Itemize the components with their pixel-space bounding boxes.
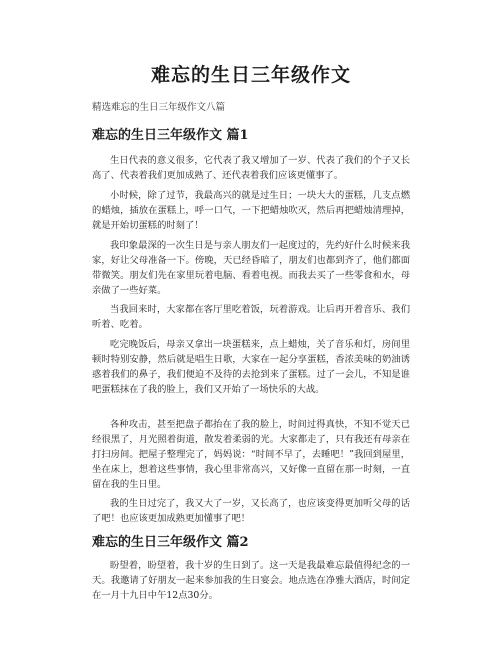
section-heading: 难忘的生日三年级作文 篇2 — [92, 535, 249, 550]
document-title: 难忘的生日三年级作文 — [150, 64, 351, 86]
paragraph: 我的生日过完了，我又大了一岁，又长高了，也应该变得更加听父母的话了吧！也应该更加成熟更加懂事了吧！ — [92, 498, 410, 524]
paragraph: 小时候，除了过节，我最高兴的就是过生日；一块大大的蛋糕，几支点燃的蜡烛，插放在蛋糕上，呼一口气，一下把蜡烛吹灭，然后再把蜡烛清理掉，就是开始切蛋糕的时刻了！ — [92, 190, 410, 231]
paragraph: 各种攻击，甚至把盘子都抬在了我的脸上，时间过得真快，不知不觉天已经很黑了，月光照着街道，散发着柔弱的光。大家都走了，只有我还有母亲在打扫房间。把屋子整理完了，妈妈说：“时间不早了，去睡吧！”我回到屋里，坐在床上，想着这些事情，我心里非常高兴，又好像一直留在那一时刻，一直留在我的生日里。 — [92, 419, 410, 490]
paragraph: 吃完晚饭后，母亲又拿出一块蛋糕来，点上蜡烛，关了音乐和灯，房间里顿时特别安静，然后就是唱生日歌，大家在一起分享蛋糕，香浓美味的奶油诱惑着我们的鼻子，我们便迫不及待的去抢到来了蛋糕。过了一会儿，不知是谁吧蛋糕抹在了我的脸上，我们又开始了一场快乐的大战。 — [92, 339, 410, 395]
section-heading: 难忘的生日三年级作文 篇1 — [92, 128, 249, 143]
document-subtitle: 精选难忘的生日三年级作文八篇 — [92, 102, 226, 113]
paragraph: 我印象最深的一次生日是与亲人朋友们一起度过的，先约好什么时候来我家，好让父母准备一下。傍晚，天已经昏暗了，朋友们也都到齐了，他们都面带微笑。朋友们先在家里玩着电脑、看着电视。而我去买了一些零食和水，母亲做了一些好菜。 — [92, 240, 410, 296]
paragraph: 当我回来时，大家都在客厅里吃着饭，玩着游戏。让后再开着音乐、我们听着、吃着。 — [92, 304, 410, 330]
paragraph: 盼望着，盼望着，我十岁的生日到了。这一天是我最难忘最值得纪念的一天。我邀请了好朋友一起来参加我的生日宴会。地点选在净雅大酒店，时间定在一月十九日中午12点30分。 — [92, 560, 410, 601]
paragraph: 生日代表的意义很多，它代表了我又增加了一岁、代表了我们的个子又长高了、代表着我们更加成熟了、还代表着我们应该更懂事了。 — [92, 155, 410, 181]
